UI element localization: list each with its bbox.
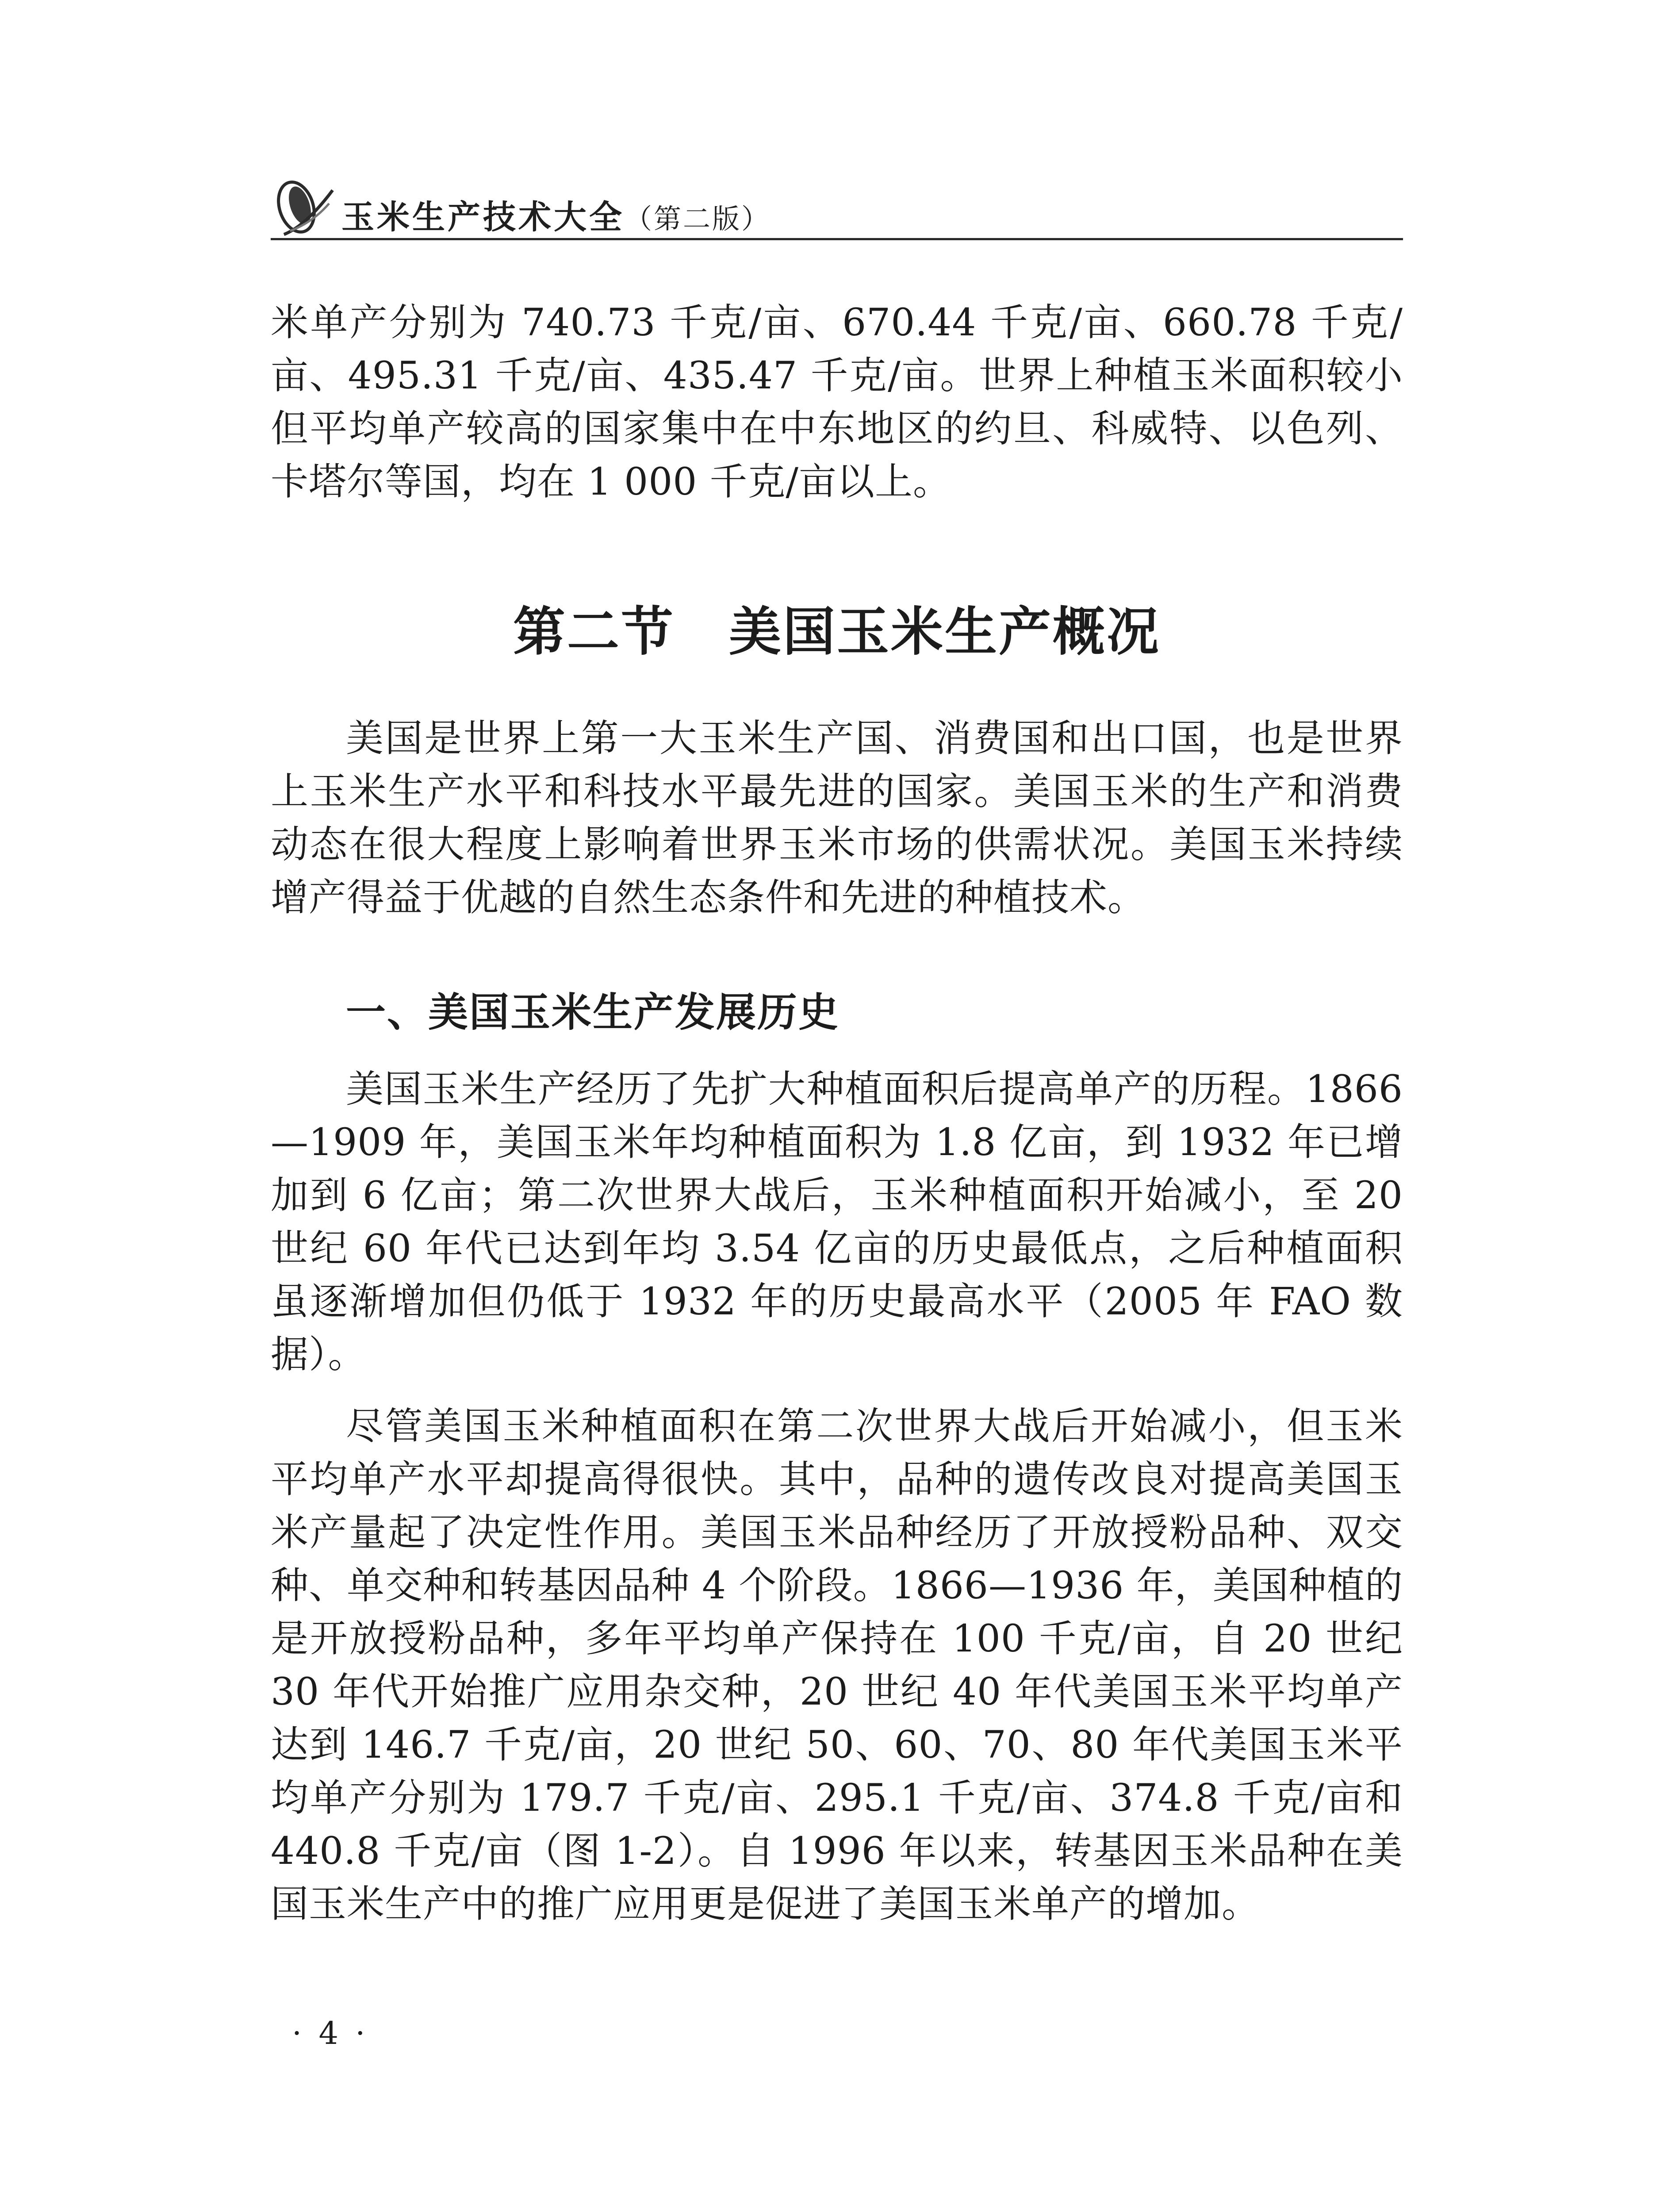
header-divider	[271, 238, 1403, 240]
book-edition: （第二版）	[625, 203, 771, 235]
subsection-title: 一、美国玉米生产发展历史	[346, 989, 840, 1036]
running-header	[271, 159, 1403, 243]
page-number: · 4 ·	[292, 2015, 369, 2051]
yield-paragraph: 尽管美国玉米种植面积在第二次世界大战后开始减小，但玉米平均单产水平却提高得很快。其中，品种的遗传改良对提高美国玉米产量起了决定性作用。美国玉米品种经历了开放授粉品种、双交种、单交种和转基因品种 4 个阶段。1866—1936 年，美国种植的是开放授粉品种，多年平均单产保持在 100 千克/亩，自 20 世纪 30 年代开始推广应用杂交种，20 世纪 40 年代美国玉米平均单产达到 146.7 千克/亩，20 世纪 50、60、70、80 年代美国玉米平均单产分别为 179.7 千克/亩、295.1 千克/亩、374.8 千克/亩和 440.8 千克/亩（图 1-2）。自 1996 年以来，转基因玉米品种在美国玉米生产中的推广应用更是促进了美国玉米单产的增加。	[271, 1405, 1403, 1926]
continuation-paragraph: 米单产分别为 740.73 千克/亩、670.44 千克/亩、660.78 千克/亩、495.31 千克/亩、435.47 千克/亩。世界上种植玉米面积较小但平均单产较高的国家集中在中东地区的约旦、科威特、以色列、卡塔尔等国，均在 1 000 千克/亩以上。	[271, 301, 1403, 504]
corn-leaf-logo-icon	[271, 173, 337, 239]
book-title-text: 玉米生产技术大全	[341, 198, 625, 236]
intro-paragraph: 美国是世界上第一大玉米生产国、消费国和出口国，也是世界上玉米生产水平和科技水平最先进的国家。美国玉米的生产和消费动态在很大程度上影响着世界玉米市场的供需状况。美国玉米持续增产得益于优越的自然生态条件和先进的种植技术。	[271, 717, 1403, 920]
book-title	[341, 191, 770, 238]
section-title: 第二节 美国玉米生产概况	[513, 601, 1161, 662]
history-paragraph: 美国玉米生产经历了先扩大种植面积后提高单产的历程。1866—1909 年，美国玉米年均种植面积为 1.8 亿亩，到 1932 年已增加到 6 亿亩；第二次世界大战后，玉米种植面积开始减小，至 20 世纪 60 年代已达到年均 3.54 亿亩的历史最低点，之后种植面积虽逐渐增加但仍低于 1932 年的历史最高水平（2005 年 FAO 数据）。	[271, 1068, 1403, 1377]
